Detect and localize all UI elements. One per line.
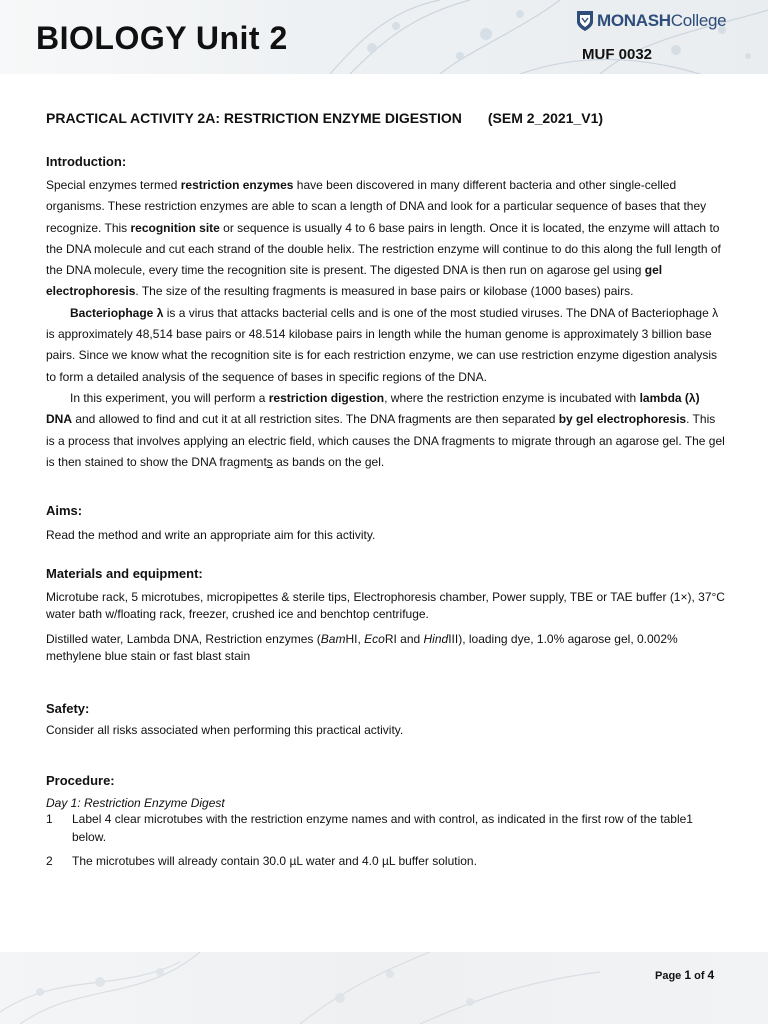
term-recognition-site: recognition site: [130, 220, 220, 235]
intro-p1-text: have been discovered in many different bacteria and other single-celled organisms. These restriction enzymes are able to scan a length of DNA and look for a particular sequence of bases that they recognize. This: [46, 178, 707, 235]
materials-heading: Materials and equipment:: [46, 566, 203, 582]
enzyme-prefix-hind: Hind: [423, 632, 449, 647]
materials-reagents-list: [46, 631, 726, 665]
current-page: 1: [684, 968, 692, 982]
activity-title: [46, 110, 726, 126]
term-lambda-dna: lambda (λ) DNA: [46, 390, 700, 427]
step-text: The microtubes will already contain 30.0 µL water and 4.0 µL buffer solution.: [72, 854, 477, 869]
reagents-text: RI and: [384, 632, 424, 647]
document-body: [46, 110, 726, 870]
footer-banner: [0, 952, 768, 1024]
page-label: Page: [655, 970, 685, 982]
reagents-text: III), loading dye, 1.0% agarose gel, 0.002% methylene blue stain or fast blast stain: [46, 632, 678, 664]
reagents-text: Distilled water, Lambda DNA, Restriction enzymes (: [46, 632, 321, 647]
course-code: MUF 0032: [582, 46, 653, 63]
step-text: Label 4 clear microtubes with the restriction enzyme names and with control, as indicated in the first row of the table1 below.: [72, 812, 693, 845]
aims-heading: Aims:: [46, 503, 83, 519]
procedure-step: [46, 852, 726, 870]
intro-p1-text: . The size of the resulting fragments is measured in base pairs or kilobase (1000 bases) pairs.: [135, 284, 634, 299]
reagents-text: HI,: [345, 632, 365, 647]
step-number: 1: [46, 812, 53, 827]
header-banner: [0, 0, 768, 74]
safety-text: Consider all risks associated when performing this practical activity.: [46, 723, 404, 738]
logo-wordmark: [597, 11, 726, 31]
intro-p3-text: . This is a process that involves applying an electric field, which causes the DNA fragments to migrate through an agarose gel. The gel is then stained to show the DNA fragment: [46, 412, 725, 469]
term-by-gel-electrophoresis: by gel electrophoresis: [558, 412, 687, 427]
procedure-step: [46, 810, 726, 846]
intro-p3-text: , where the restriction enzyme is incubated with: [384, 390, 640, 405]
intro-p3-text: as bands on the gel.: [272, 454, 385, 469]
step-number: 2: [46, 854, 53, 869]
procedure-heading: Procedure:: [46, 773, 115, 789]
intro-p3-text: and allowed to find and cut it at all restriction sites. The DNA fragments are then separated: [72, 412, 559, 427]
introduction-text: [46, 175, 726, 473]
monash-college-logo: [576, 10, 726, 32]
intro-paragraph-2: [46, 303, 726, 388]
page-of-label: of: [691, 970, 708, 982]
semester-label: (SEM 2_2021_V1): [487, 110, 604, 126]
enzyme-prefix-bam: Bam: [320, 632, 346, 647]
term-restriction-enzymes: restriction enzymes: [180, 178, 294, 192]
page-number: [655, 968, 714, 982]
intro-p1-text: Special enzymes termed: [46, 178, 181, 192]
logo-wordmark-bold: MONASH: [597, 11, 671, 30]
underlined-letter: s: [266, 454, 273, 469]
intro-paragraph-1: [46, 175, 726, 303]
intro-paragraph-3: [46, 388, 726, 473]
dna-decoration-graphic: [0, 952, 768, 1024]
shield-icon: [576, 10, 594, 32]
logo-wordmark-rest: College: [670, 11, 727, 30]
term-restriction-digestion: restriction digestion: [268, 390, 385, 405]
activity-title-text: PRACTICAL ACTIVITY 2A: RESTRICTION ENZYME DIGESTION: [46, 110, 462, 126]
document-title: BIOLOGY Unit 2: [36, 20, 288, 56]
term-bacteriophage-lambda: Bacteriophage λ: [70, 305, 164, 320]
term-gel-electrophoresis: gel electrophoresis: [46, 263, 663, 299]
introduction-heading: Introduction:: [46, 154, 127, 169]
materials-equipment-list: Microtube rack, 5 microtubes, micropipettes & sterile tips, Electrophoresis chamber, Power supply, TBE or TAE buffer (1×), 37°C water bath w/floating rack, freezer, crushed ice and benchtop centrifuge.: [46, 590, 725, 622]
enzyme-prefix-eco: Eco: [364, 632, 385, 647]
day-1-subheading: Day 1: Restriction Enzyme Digest: [46, 796, 225, 811]
total-pages: 4: [707, 968, 715, 982]
intro-p2-text: is a virus that attacks bacterial cells and is one of the most studied viruses. The DNA of Bacteriophage λ is approximately 48,514 base pairs or 48.514 kilobase pairs in length while the human genome is approximately 3 billion base pairs. Since we know what the recognition site is for each restriction enzyme, we can use restriction enzyme digestion analysis to form a detailed analysis of the sequence of bases in specific regions of the DNA.: [46, 305, 719, 384]
intro-p3-text: In this experiment, you will perform a: [70, 390, 269, 405]
aims-text: Read the method and write an appropriate aim for this activity.: [46, 528, 376, 543]
intro-p1-text: or sequence is usually 4 to 6 base pairs in length. Once it is located, the enzyme will attach to the DNA molecule and cut each strand of the double helix. The restriction enzyme will continue to do this along the full length of the DNA molecule, every time the recognition site is present. The digested DNA is then run on agarose gel using: [46, 220, 721, 278]
safety-heading: Safety:: [46, 701, 90, 717]
